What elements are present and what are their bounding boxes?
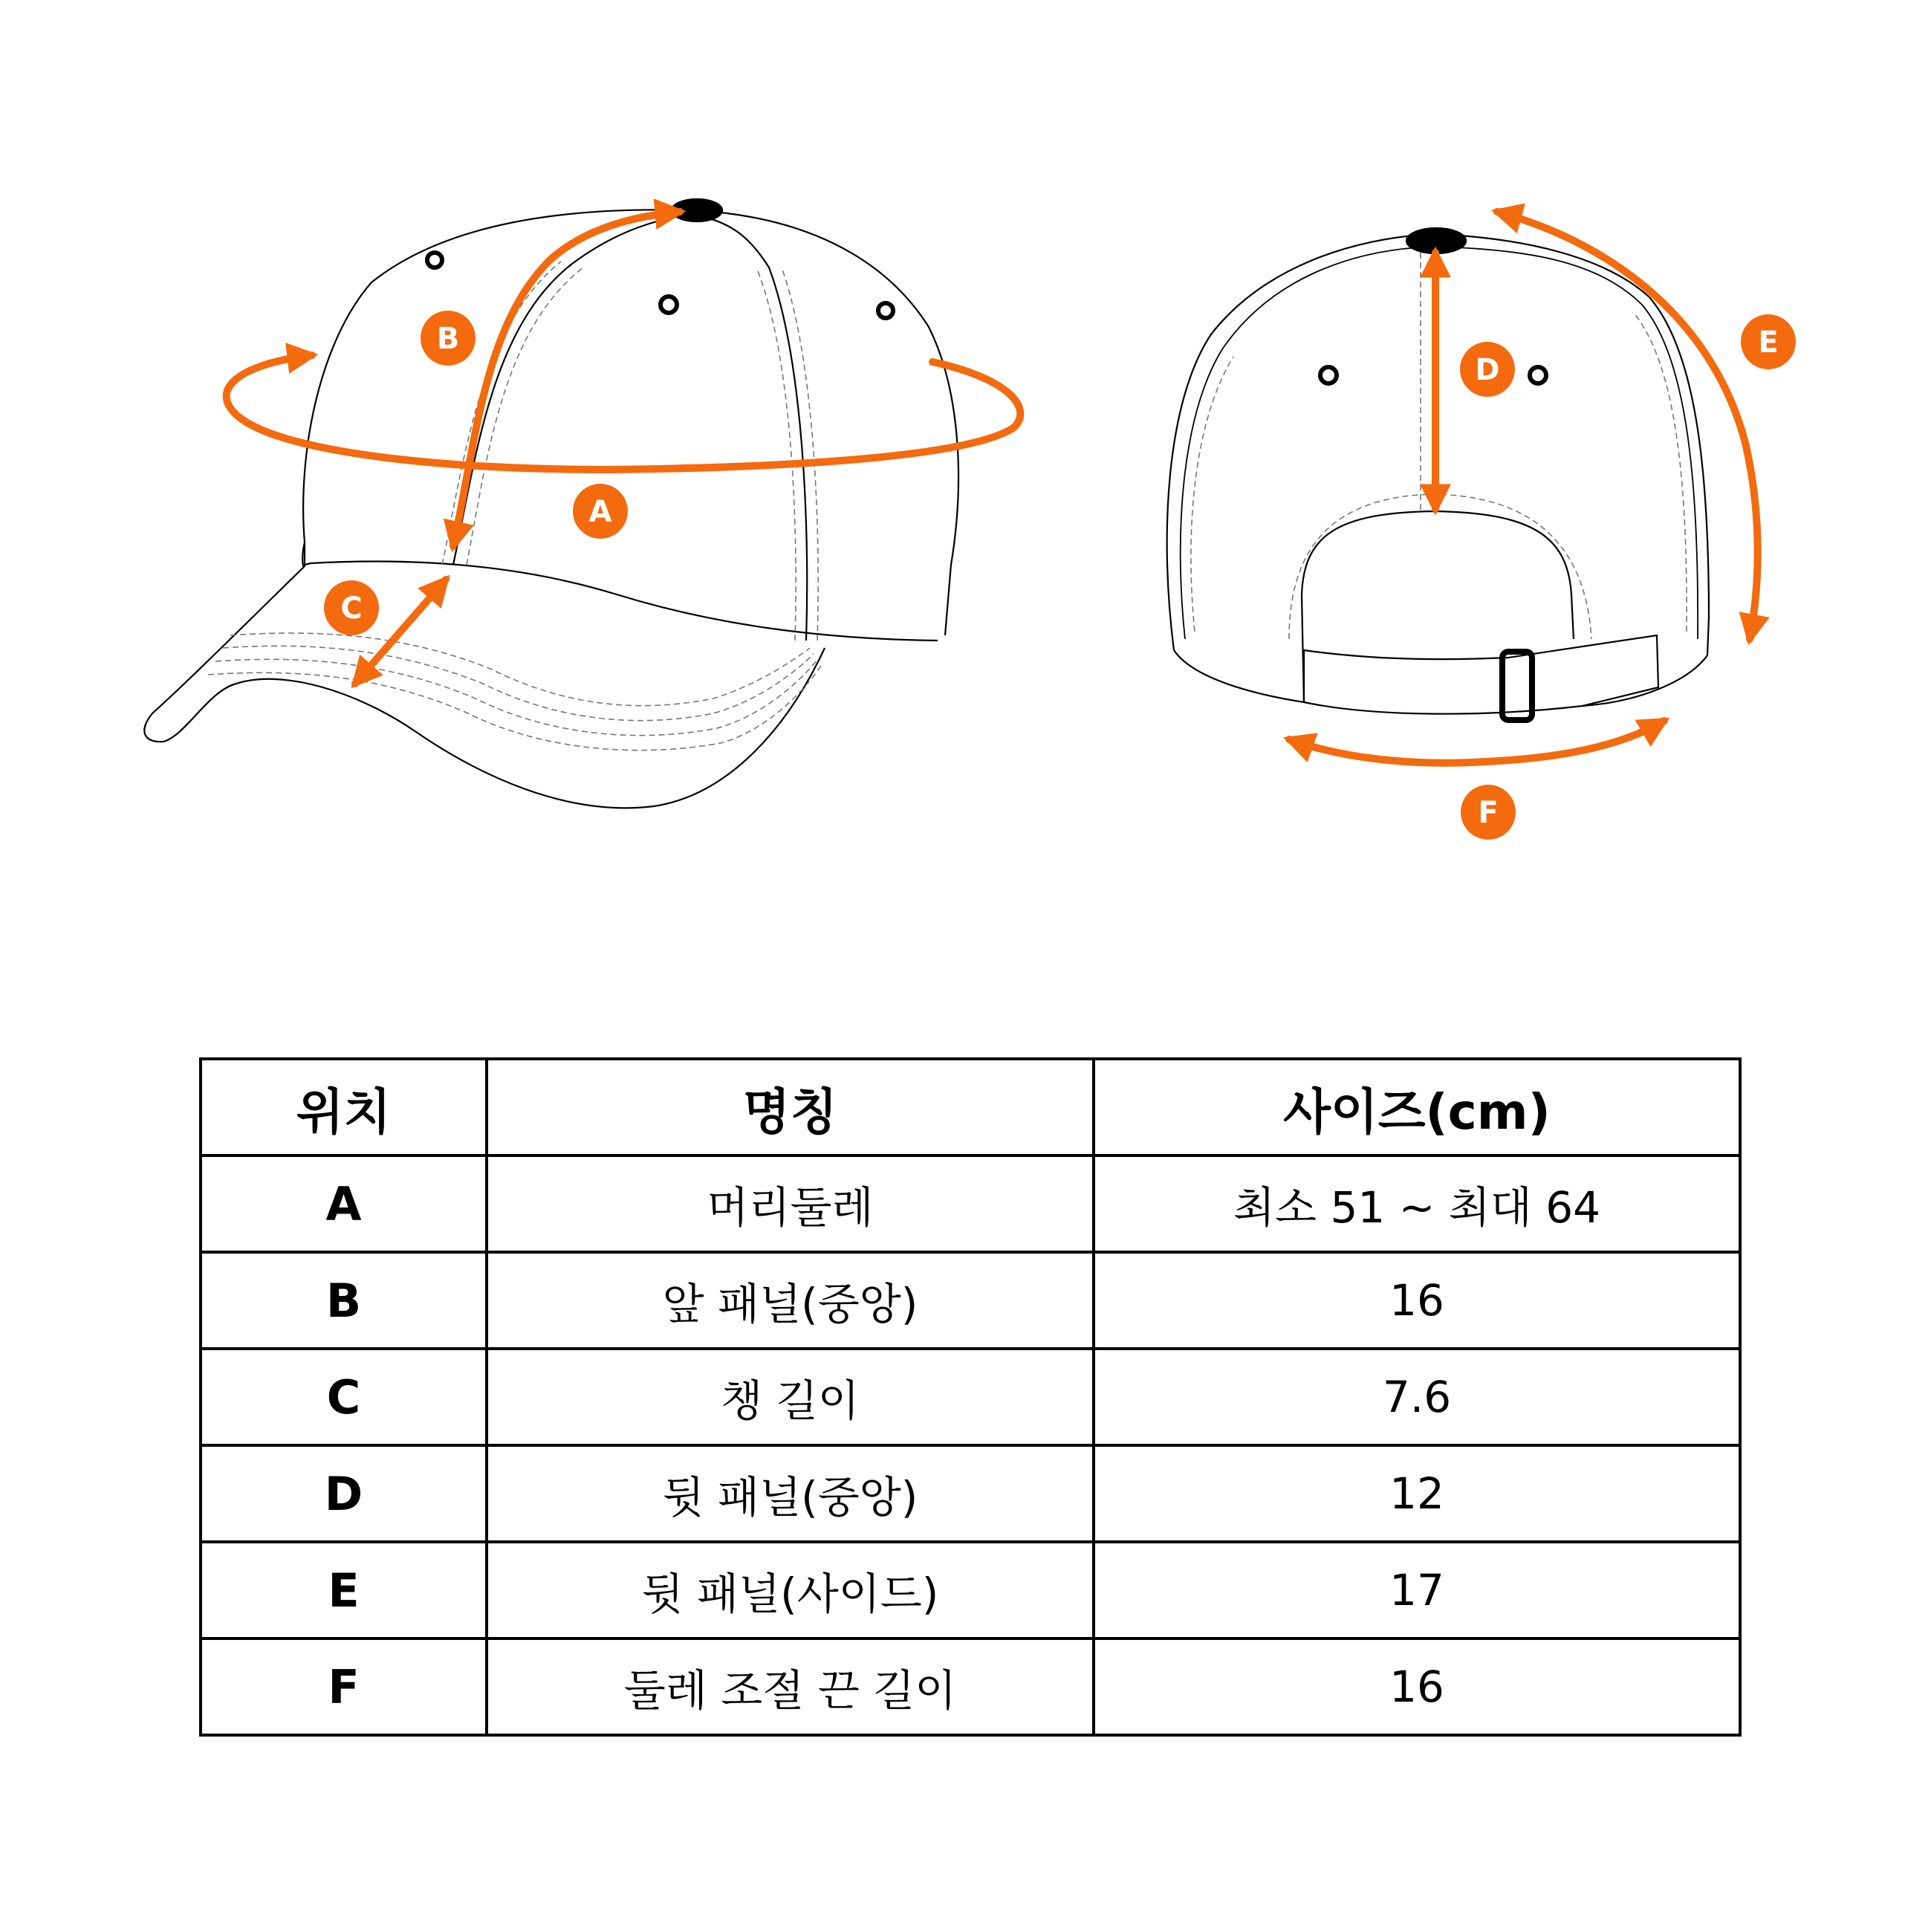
cell-position: A — [201, 1155, 487, 1252]
cell-size: 7.6 — [1094, 1349, 1740, 1445]
cell-size: 16 — [1094, 1638, 1740, 1735]
header-name: 명칭 — [487, 1059, 1094, 1155]
front-cap-illustration — [144, 199, 958, 808]
table-row — [201, 1542, 1740, 1638]
cell-name: 챙 길이 — [487, 1349, 1094, 1445]
cell-size: 17 — [1094, 1542, 1740, 1638]
table-row — [201, 1349, 1740, 1445]
cell-position: E — [201, 1542, 487, 1638]
cell-position: D — [201, 1445, 487, 1542]
cell-position: C — [201, 1349, 487, 1445]
header-size: 사이즈(cm) — [1094, 1059, 1740, 1155]
table-row — [201, 1155, 1740, 1252]
cell-name: 머리둘레 — [487, 1155, 1094, 1252]
marker-f — [1461, 785, 1516, 840]
marker-b — [421, 311, 476, 366]
arrow-e-back-side — [1497, 212, 1758, 639]
cell-size: 16 — [1094, 1252, 1740, 1349]
svg-text:D: D — [1475, 353, 1500, 387]
cap-measurement-diagram — [0, 0, 1931, 892]
cell-position: B — [201, 1252, 487, 1349]
header-position: 위치 — [201, 1059, 487, 1155]
cell-name: 둘레 조절 끈 길이 — [487, 1638, 1094, 1735]
marker-e — [1741, 314, 1796, 369]
table-row — [201, 1252, 1740, 1349]
svg-text:C: C — [340, 591, 363, 626]
marker-d — [1460, 342, 1515, 397]
cell-name: 뒷 패널(사이드) — [487, 1542, 1094, 1638]
cell-position: F — [201, 1638, 487, 1735]
cell-name: 앞 패널(중앙) — [487, 1252, 1094, 1349]
cell-size: 12 — [1094, 1445, 1740, 1542]
back-measurement-arrows — [1289, 212, 1758, 763]
svg-text:B: B — [436, 322, 460, 356]
marker-a — [573, 484, 628, 539]
cell-size: 최소 51 ~ 최대 64 — [1094, 1155, 1740, 1252]
svg-text:A: A — [588, 495, 612, 529]
table-row — [201, 1638, 1740, 1735]
svg-text:E: E — [1758, 325, 1779, 360]
arrow-a-head-circumference — [227, 355, 1021, 470]
marker-c — [324, 580, 379, 635]
table-row — [201, 1445, 1740, 1542]
cell-name: 뒷 패널(중앙) — [487, 1445, 1094, 1542]
size-table — [199, 1057, 1742, 1737]
svg-text:F: F — [1478, 796, 1499, 830]
table-header-row — [201, 1059, 1740, 1155]
arrow-f-strap-length — [1289, 721, 1664, 763]
arrow-b-front-panel — [453, 212, 680, 546]
